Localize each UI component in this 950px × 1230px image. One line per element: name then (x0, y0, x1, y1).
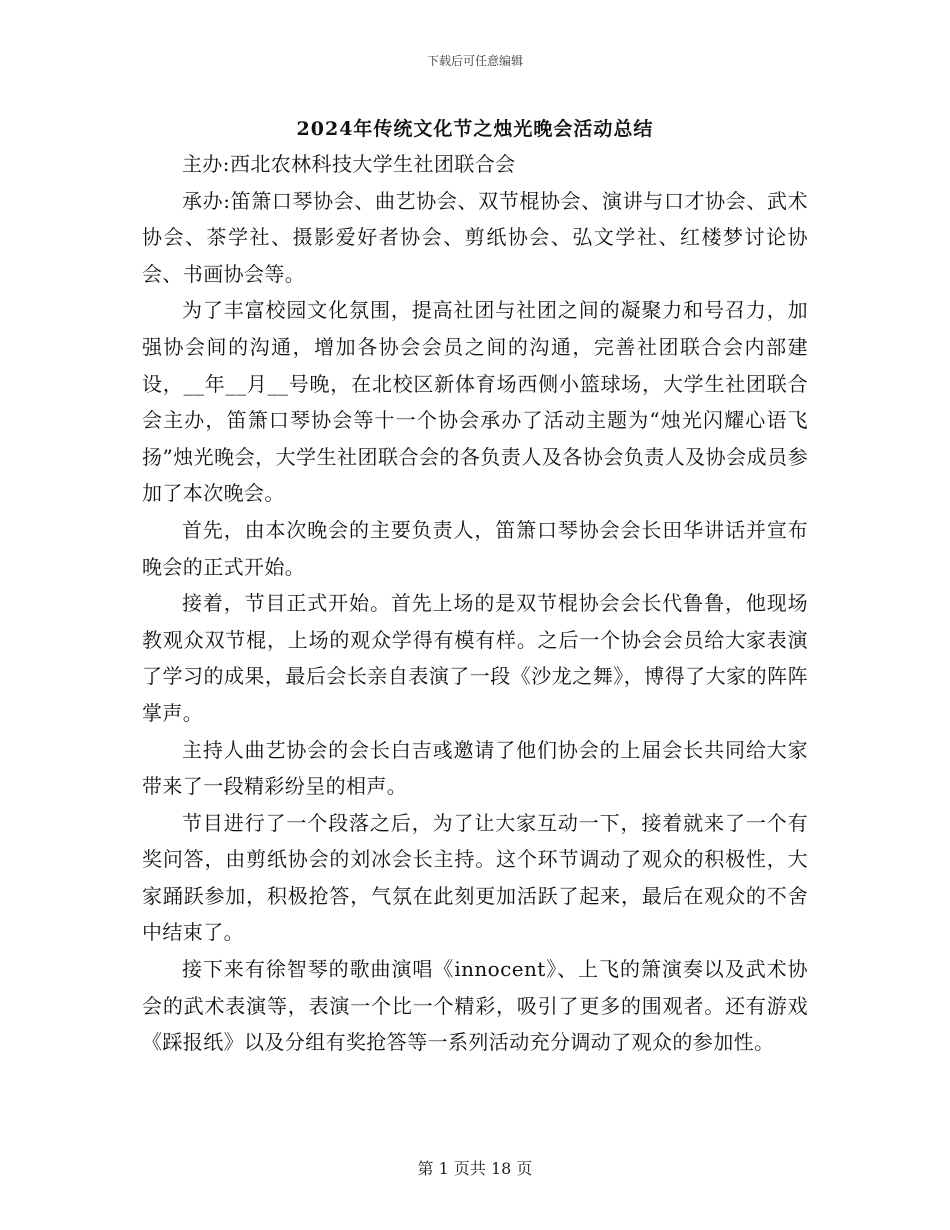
paragraph-performances: 接下来有徐智琴的歌曲演唱《innocent》、上飞的箫演奏以及武术协会的武术表演等，表演一个比一个精彩，吸引了更多的围观者。还有游戏《踩报纸》以及分组有奖抢答等一系列活动充分调动了观众的参加性。 (142, 957, 808, 1055)
paragraph-quiz: 节目进行了一个段落之后，为了让大家互动一下，接着就来了一个有奖问答，由剪纸协会的刘冰会长主持。这个环节调动了观众的积极性，大家踊跃参加，积极抢答，气氛在此刻更加活跃了起来，最后在观众的不舍中结束了。 (142, 810, 808, 945)
paragraph-opening: 首先，由本次晚会的主要负责人，笛箫口琴协会会长田华讲话并宣布晚会的正式开始。 (142, 517, 808, 579)
document-body (142, 146, 808, 1061)
paragraph-purpose: 为了丰富校园文化氛围，提高社团与社团之间的凝聚力和号召力，加强协会间的沟通，增加各协会会员之间的沟通，完善社团联合会内部建设，__年__月__号晚，在北校区新体育场西侧小篮球场，大学生社团联合会主办，笛箫口琴协会等十一个协会承办了活动主题为“烛光闪耀心语飞扬”烛光晚会，大学生社团联合会的各负责人及各协会负责人及协会成员参加了本次晚会。 (142, 298, 808, 506)
paragraph-crosstalk: 主持人曲艺协会的会长白吉彧邀请了他们协会的上届会长共同给大家带来了一段精彩纷呈的相声。 (142, 737, 808, 799)
paragraph-organizer: 主办:西北农林科技大学生社团联合会 (182, 152, 516, 176)
paragraph-co-organizers: 承办:笛箫口琴协会、曲艺协会、双节棍协会、演讲与口才协会、武术协会、茶学社、摄影爱好者协会、剪纸协会、弘文学社、红楼梦讨论协会、书画协会等。 (142, 188, 808, 286)
document-title: 2024年传统文化节之烛光晚会活动总结 (296, 118, 654, 140)
page-number: 第 1 页共 18 页 (417, 1159, 533, 1178)
header-note: 下载后可任意编辑 (426, 54, 523, 68)
paragraph-nunchaku-show: 接着，节目正式开始。首先上场的是双节棍协会会长代鲁鲁，他现场教观众双节棍，上场的观众学得有模有样。之后一个协会会员给大家表演了学习的成果，最后会长亲自表演了一段《沙龙之舞》，博得了大家的阵阵掌声。 (142, 591, 808, 725)
